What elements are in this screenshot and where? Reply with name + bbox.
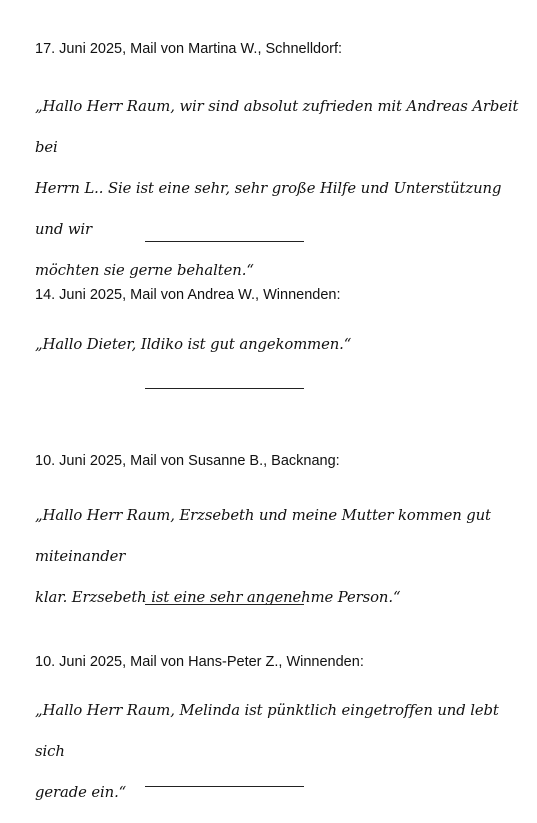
separator-line: [145, 388, 304, 389]
quote-line: gerade ein.“: [35, 784, 127, 801]
entry-quote: [35, 495, 525, 618]
separator-line: [145, 604, 304, 605]
entry-heading: 10. Juni 2025, Mail von Hans-Peter Z., Winnenden:: [35, 654, 364, 670]
entry-quote: [35, 690, 525, 813]
separator-line: [145, 786, 304, 787]
entry-heading: 17. Juni 2025, Mail von Martina W., Schnelldorf:: [35, 41, 343, 57]
quote-line: „Hallo Herr Raum, Melinda ist pünktlich eingetroffen und lebt sich: [35, 702, 499, 760]
testimonial-entry: [35, 653, 525, 813]
testimonial-entry: [35, 452, 525, 618]
entry-heading: 10. Juni 2025, Mail von Susanne B., Backnang:: [35, 453, 340, 469]
quote-line: „Hallo Herr Raum, wir sind absolut zufrieden mit Andreas Arbeit bei: [35, 98, 519, 156]
testimonial-entry: [35, 286, 525, 365]
entry-quote: [35, 324, 525, 365]
separator-line: [145, 241, 304, 242]
quote-line: „Hallo Herr Raum, Erzsebeth und meine Mutter kommen gut miteinander: [35, 507, 491, 565]
entry-quote: [35, 86, 525, 291]
entry-heading: 14. Juni 2025, Mail von Andrea W., Winnenden:: [35, 287, 341, 303]
testimonial-entry: [35, 40, 525, 291]
quote-line: klar. Erzsebeth ist eine sehr angenehme Person.“: [35, 589, 401, 606]
quote-line: möchten sie gerne behalten.“: [35, 262, 254, 279]
quote-line: Herrn L.. Sie ist eine sehr, sehr große Hilfe und Unterstützung und wir: [35, 180, 502, 238]
quote-line: „Hallo Dieter, Ildiko ist gut angekommen.“: [35, 336, 352, 353]
